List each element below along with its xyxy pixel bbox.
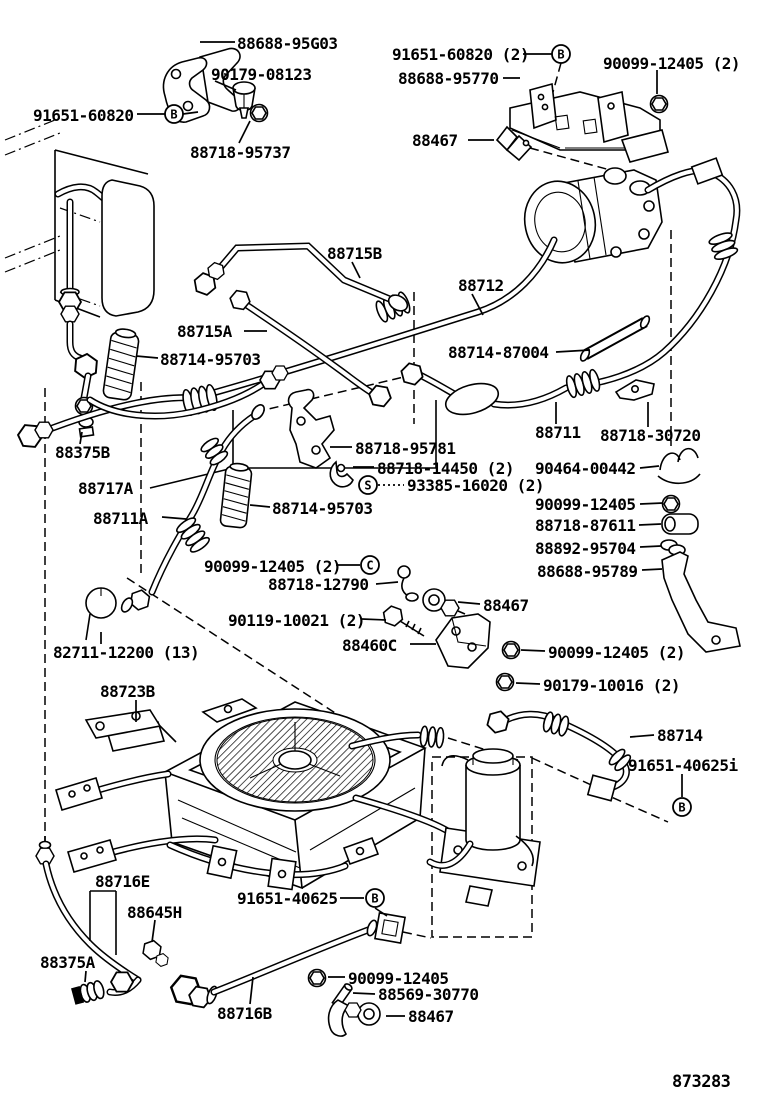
part-number-label: 88718-12790 bbox=[268, 575, 369, 594]
part-number-label: 90179-08123 bbox=[211, 65, 312, 84]
part-number-label: 88718-95781 bbox=[355, 439, 456, 458]
part-number-label: 88716E bbox=[95, 872, 150, 891]
part-number-label: 88714 bbox=[657, 726, 703, 745]
part-number-label: 88688-95789 bbox=[537, 562, 638, 581]
part-number-label: 90099-12405 (2) bbox=[548, 643, 685, 662]
part-number-label: 90099-12405 (2) bbox=[603, 54, 740, 73]
ref-marker-C bbox=[361, 556, 379, 574]
part-number-label: 88711A bbox=[93, 509, 148, 528]
part-number-label: 82711-12200 (13) bbox=[53, 643, 200, 662]
part-number-label: 88375A bbox=[40, 953, 95, 972]
part-number-label: 88718-95737 bbox=[190, 143, 291, 162]
svg-text:B: B bbox=[678, 800, 686, 815]
ref-marker-B bbox=[673, 798, 691, 816]
part-number-label: 88467 bbox=[412, 131, 458, 150]
part-number-label: 88688-95770 bbox=[398, 69, 499, 88]
svg-text:B: B bbox=[170, 107, 178, 122]
svg-text:C: C bbox=[366, 558, 374, 573]
svg-text:B: B bbox=[557, 47, 565, 62]
part-number-label: 88712 bbox=[458, 276, 504, 295]
receiver-drier-drawing bbox=[430, 749, 540, 906]
ref-marker-S bbox=[359, 476, 377, 494]
part-number-label: 88714-87004 bbox=[448, 343, 549, 362]
svg-text:S: S bbox=[364, 478, 372, 493]
part-number-label: 88718-87611 bbox=[535, 516, 636, 535]
part-number-label: 88688-95G03 bbox=[237, 34, 338, 53]
ref-marker-B bbox=[165, 105, 183, 123]
compressor-drawing bbox=[517, 168, 662, 269]
part-number-label: 90119-10021 (2) bbox=[228, 611, 365, 630]
part-number-label: 88892-95704 bbox=[535, 539, 636, 558]
part-number-label: 90099-12405 bbox=[348, 969, 449, 988]
part-number-label: 88718-30720 bbox=[600, 426, 701, 445]
part-number-label: 88714-95703 bbox=[160, 350, 261, 369]
figure-number: 873283 bbox=[672, 1072, 731, 1092]
part-number-label: 91651-60820 (2) bbox=[392, 45, 529, 64]
upper-right-bracket-drawing bbox=[497, 84, 668, 162]
ref-marker-B bbox=[366, 889, 384, 907]
part-number-label: 88715A bbox=[177, 322, 232, 341]
part-number-label: 88569-30770 bbox=[378, 985, 479, 1004]
part-number-label: 88714-95703 bbox=[272, 499, 373, 518]
part-number-label: 88460C bbox=[342, 636, 397, 655]
part-number-label: 90179-10016 (2) bbox=[543, 676, 680, 695]
svg-text:B: B bbox=[371, 891, 379, 906]
part-number-label: 90099-12405 (2) bbox=[204, 557, 341, 576]
part-number-label: 88645H bbox=[127, 903, 182, 922]
condenser-fan-unit-drawing bbox=[56, 699, 460, 890]
part-number-label: 88375B bbox=[55, 443, 110, 462]
part-number-label: 88467 bbox=[483, 596, 529, 615]
part-number-label: 91651-60820 bbox=[33, 106, 134, 125]
part-number-label: 91651-40625 bbox=[237, 889, 338, 908]
part-number-label: 88467 bbox=[408, 1007, 454, 1026]
part-number-label: 90464-00442 bbox=[535, 459, 636, 478]
part-number-label: 88715B bbox=[327, 244, 382, 263]
part-number-label: 88718-14450 (2) bbox=[377, 459, 514, 478]
ref-marker-B bbox=[552, 45, 570, 63]
part-number-label: 88711 bbox=[535, 423, 581, 442]
part-number-label: 88716B bbox=[217, 1004, 272, 1023]
part-number-label: 90099-12405 bbox=[535, 495, 636, 514]
part-number-label: 88723B bbox=[100, 682, 155, 701]
part-number-label: 93385-16020 (2) bbox=[407, 476, 544, 495]
part-number-label: 91651-40625i bbox=[628, 756, 738, 775]
part-number-label: 88717A bbox=[78, 479, 133, 498]
